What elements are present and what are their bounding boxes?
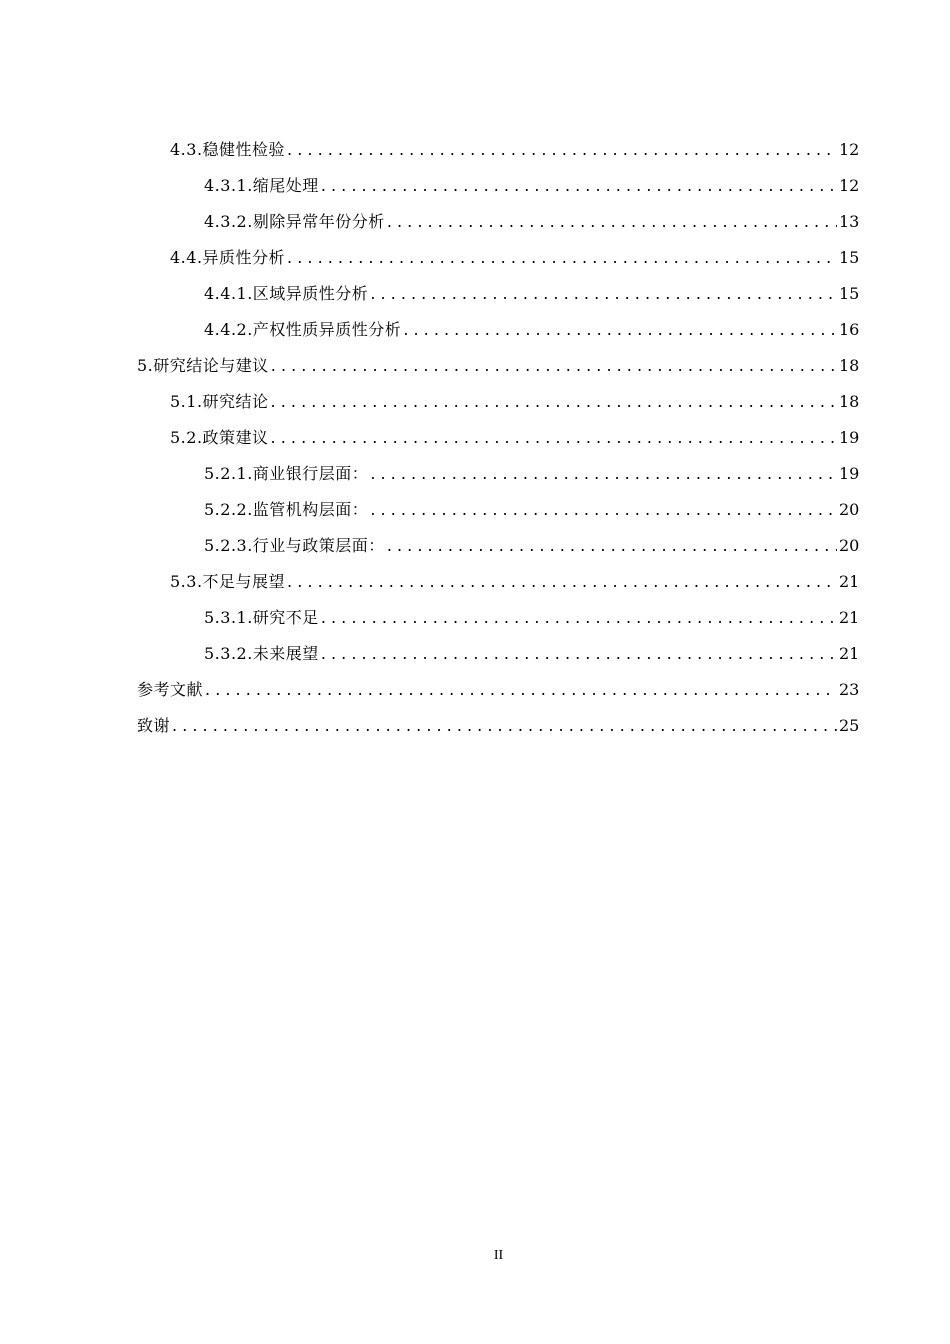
toc-dot-leader xyxy=(287,140,837,160)
toc-entry-page: 21 xyxy=(839,572,860,591)
toc-dot-leader xyxy=(172,716,837,736)
toc-dot-leader xyxy=(287,572,837,592)
toc-entry-label: 4.4.1.区域异质性分析 xyxy=(204,284,369,303)
toc-entry-label: 5.3.1.研究不足 xyxy=(204,608,319,627)
toc-entry-line xyxy=(204,176,859,196)
toc-entry-label: 4.3.稳健性检验 xyxy=(170,140,286,159)
toc-entry-label: 5.2.政策建议 xyxy=(170,428,269,447)
toc-entry[interactable] xyxy=(0,636,950,672)
toc-entry-line xyxy=(170,140,859,160)
toc-dot-leader xyxy=(205,680,837,700)
toc-entry-label: 5.3.2.未来展望 xyxy=(204,644,319,663)
toc-dot-leader xyxy=(370,284,837,304)
toc-entry[interactable] xyxy=(0,420,950,456)
toc-entry-label: 5.2.3.行业与政策层面： xyxy=(204,536,385,555)
toc-entry-label: 5.2.2.监管机构层面： xyxy=(204,500,369,519)
toc-dot-leader xyxy=(321,176,837,196)
toc-entry-line xyxy=(204,320,859,340)
toc-dot-leader xyxy=(370,464,837,484)
toc-entry-page: 18 xyxy=(839,392,860,411)
toc-entry-line xyxy=(170,248,859,268)
toc-entry[interactable] xyxy=(0,348,950,384)
toc-entry-page: 16 xyxy=(839,320,860,339)
toc-entry[interactable] xyxy=(0,384,950,420)
toc-entry[interactable] xyxy=(0,564,950,600)
toc-dot-leader xyxy=(403,320,837,340)
toc-entry[interactable] xyxy=(0,132,950,168)
toc-dot-leader xyxy=(370,500,837,520)
toc-entry-line xyxy=(204,536,859,556)
toc-entry-line xyxy=(204,284,859,304)
toc-entry-label: 5.2.1.商业银行层面： xyxy=(204,464,369,483)
toc-entry-page: 15 xyxy=(839,248,860,267)
toc-dot-leader xyxy=(271,356,837,376)
toc-entry-page: 15 xyxy=(839,284,860,303)
toc-entry[interactable] xyxy=(0,204,950,240)
toc-entry[interactable] xyxy=(0,528,950,564)
toc-entry-line xyxy=(170,392,859,412)
toc-dot-leader xyxy=(387,212,837,232)
toc-entry[interactable] xyxy=(0,456,950,492)
toc-entry[interactable] xyxy=(0,240,950,276)
toc-entry[interactable] xyxy=(0,312,950,348)
toc-entry-page: 20 xyxy=(839,500,860,519)
toc-entry-line xyxy=(204,212,859,232)
toc-entry-page: 13 xyxy=(839,212,860,231)
toc-entry-page: 19 xyxy=(839,464,860,483)
toc-entry-label: 4.3.2.剔除异常年份分析 xyxy=(204,212,385,231)
toc-entry-page: 23 xyxy=(839,680,860,699)
toc-entry[interactable] xyxy=(0,708,950,744)
table-of-contents xyxy=(0,132,950,744)
toc-entry-label: 5.3.不足与展望 xyxy=(170,572,286,591)
toc-entry-line xyxy=(170,428,859,448)
page-number: II xyxy=(493,1248,504,1263)
toc-entry-line xyxy=(170,572,859,592)
toc-entry-line xyxy=(137,716,859,736)
toc-entry-label: 4.3.1.缩尾处理 xyxy=(204,176,319,195)
toc-entry-page: 19 xyxy=(839,428,860,447)
toc-entry-page: 25 xyxy=(839,716,860,735)
toc-entry-page: 20 xyxy=(839,536,860,555)
toc-entry-label: 5.研究结论与建议 xyxy=(137,356,269,375)
toc-entry-line xyxy=(204,500,859,520)
toc-entry-line xyxy=(137,680,859,700)
toc-entry[interactable] xyxy=(0,672,950,708)
toc-entry-label: 4.4.异质性分析 xyxy=(170,248,286,267)
toc-dot-leader xyxy=(321,608,837,628)
toc-entry-line xyxy=(137,356,859,376)
toc-dot-leader xyxy=(321,644,837,664)
toc-entry[interactable] xyxy=(0,492,950,528)
toc-dot-leader xyxy=(287,248,837,268)
toc-entry-line xyxy=(204,464,859,484)
toc-dot-leader xyxy=(387,536,837,556)
toc-entry-page: 21 xyxy=(839,644,860,663)
toc-entry[interactable] xyxy=(0,276,950,312)
toc-entry[interactable] xyxy=(0,600,950,636)
toc-entry-page: 21 xyxy=(839,608,860,627)
toc-dot-leader xyxy=(271,392,837,412)
toc-entry-line xyxy=(204,644,859,664)
toc-entry-label: 参考文献 xyxy=(137,680,204,699)
toc-entry-label: 5.1.研究结论 xyxy=(170,392,269,411)
toc-entry-page: 18 xyxy=(839,356,860,375)
toc-entry[interactable] xyxy=(0,168,950,204)
toc-entry-page: 12 xyxy=(839,176,860,195)
toc-entry-page: 12 xyxy=(839,140,860,159)
toc-entry-label: 4.4.2.产权性质异质性分析 xyxy=(204,320,402,339)
toc-entry-line xyxy=(204,608,859,628)
toc-entry-label: 致谢 xyxy=(137,716,171,735)
toc-dot-leader xyxy=(271,428,837,448)
